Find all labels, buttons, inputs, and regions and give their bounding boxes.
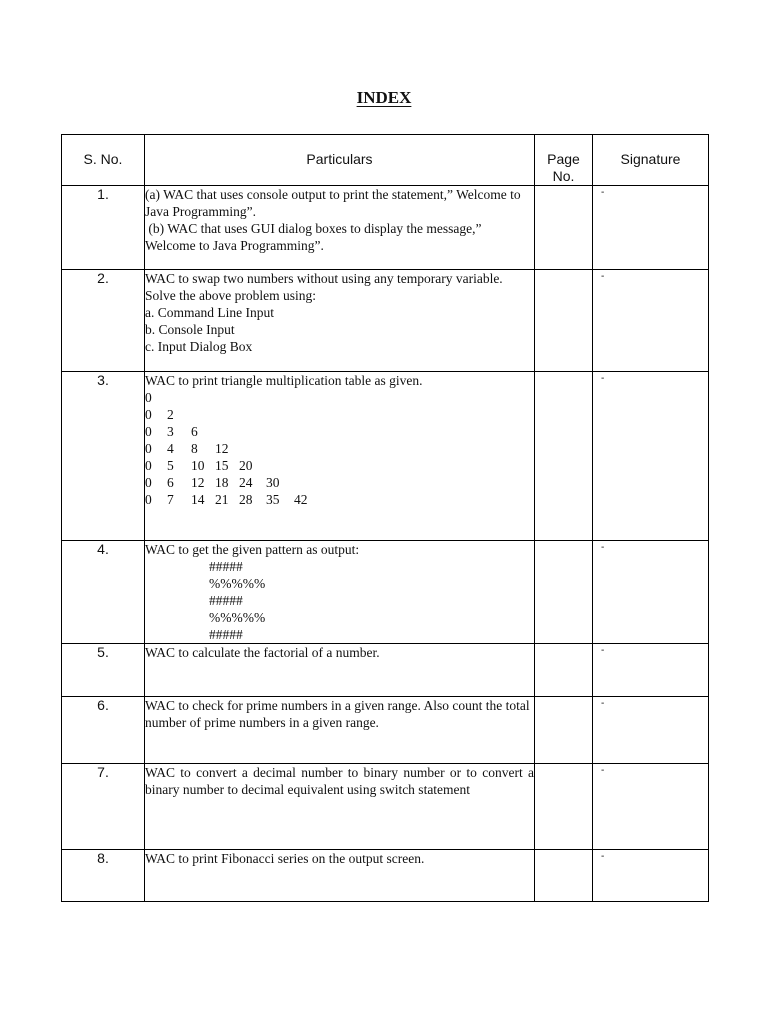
table-row [62,644,709,697]
row-number: 4. [62,541,145,644]
page-no-cell [535,186,593,270]
page-title: INDEX [356,88,412,107]
particulars-line: WAC to print Fibonacci series on the output screen. [145,851,425,866]
signature-mark: - [601,187,605,198]
pattern-line: %%%%% [209,576,266,591]
signature-mark: - [601,645,605,656]
header-page-no [535,135,593,186]
multiplication-cell: 6 [167,475,174,490]
multiplication-cell: 12 [191,475,205,490]
page-no-cell [535,372,593,541]
row-number: 3. [62,372,145,541]
pattern-line: %%%%% [209,610,266,625]
row-number: 8. [62,850,145,902]
signature-cell [593,270,709,372]
page-no-cell [535,270,593,372]
multiplication-cell: 4 [167,441,174,456]
table-row [62,372,709,541]
row-number: 1. [62,186,145,270]
multiplication-cell: 0 [145,424,152,439]
multiplication-cell: 0 [145,390,152,405]
multiplication-cell: 8 [191,441,198,456]
row-number: 5. [62,644,145,697]
row-particulars [145,644,535,697]
table-row [62,764,709,850]
row-particulars [145,764,535,850]
multiplication-cell: 0 [145,475,152,490]
multiplication-cell: 30 [266,475,280,490]
row-number: 2. [62,270,145,372]
row-particulars [145,541,535,644]
header-page-no-label: Page No. [547,151,580,184]
signature-mark: - [601,698,605,709]
table-header-row [62,135,709,186]
multiplication-row [145,440,534,457]
particulars-line: WAC to print triangle multiplication table as given. [145,373,423,388]
row-particulars [145,850,535,902]
multiplication-cell: 6 [191,424,198,439]
particulars-line: WAC to calculate the factorial of a number. [145,645,380,660]
table-row [62,697,709,764]
row-particulars [145,372,535,541]
multiplication-cell: 35 [266,492,280,507]
particulars-line: WAC to convert a decimal number to binary number or to convert a binary number to decimal equivalent using switch statement [145,765,534,797]
signature-cell [593,764,709,850]
particulars-line: WAC to swap two numbers without using any temporary variable. Solve the above problem using: [145,271,503,303]
multiplication-cell: 2 [167,407,174,422]
multiplication-cell: 12 [215,441,229,456]
multiplication-cell: 24 [239,475,253,490]
header-sno: S. No. [62,135,145,186]
multiplication-row [145,491,534,508]
multiplication-cell: 0 [145,441,152,456]
multiplication-row [145,474,534,491]
multiplication-cell: 5 [167,458,174,473]
header-particulars: Particulars [145,135,535,186]
particulars-line: (a) WAC that uses console output to print the statement,” Welcome to Java Programming”. [145,187,521,219]
multiplication-row [145,457,534,474]
particulars-line: c. Input Dialog Box [145,339,253,354]
multiplication-cell: 0 [145,492,152,507]
multiplication-cell: 28 [239,492,253,507]
multiplication-cell: 18 [215,475,229,490]
pattern-line: ##### [209,593,243,608]
multiplication-cell: 0 [145,458,152,473]
multiplication-cell: 20 [239,458,253,473]
signature-cell [593,372,709,541]
pattern-line: ##### [209,559,243,574]
table-row [62,186,709,270]
table-row [62,270,709,372]
multiplication-cell: 0 [145,407,152,422]
multiplication-cell: 21 [215,492,229,507]
index-table [61,134,709,902]
row-number: 7. [62,764,145,850]
row-particulars [145,186,535,270]
signature-cell [593,697,709,764]
page-no-cell [535,541,593,644]
row-particulars [145,270,535,372]
particulars-line: a. Command Line Input [145,305,274,320]
multiplication-cell: 14 [191,492,205,507]
page-no-cell [535,764,593,850]
particulars-line: WAC to get the given pattern as output: [145,542,360,557]
pattern-line: ##### [209,627,243,642]
header-signature: Signature [593,135,709,186]
signature-cell [593,186,709,270]
page-no-cell [535,850,593,902]
page-no-cell [535,697,593,764]
multiplication-cell: 7 [167,492,174,507]
multiplication-row [145,423,534,440]
page-no-cell [535,644,593,697]
signature-cell [593,850,709,902]
multiplication-cell: 15 [215,458,229,473]
signature-mark: - [601,851,605,862]
multiplication-cell: 3 [167,424,174,439]
table-row [62,850,709,902]
row-number: 6. [62,697,145,764]
signature-cell [593,644,709,697]
signature-mark: - [601,373,605,384]
table-row [62,541,709,644]
particulars-line: b. Console Input [145,322,235,337]
signature-cell [593,541,709,644]
particulars-line: (b) WAC that uses GUI dialog boxes to display the message,” Welcome to Java Programming”. [145,221,485,253]
signature-mark: - [601,765,605,776]
row-particulars [145,697,535,764]
signature-mark: - [601,271,605,282]
multiplication-row [145,406,534,423]
signature-mark: - [601,542,605,553]
multiplication-table [145,389,534,508]
multiplication-cell: 10 [191,458,205,473]
particulars-line: WAC to check for prime numbers in a given range. Also count the total number of prime numbers in a given range. [145,698,530,730]
multiplication-cell: 42 [294,492,308,507]
multiplication-row [145,389,534,406]
